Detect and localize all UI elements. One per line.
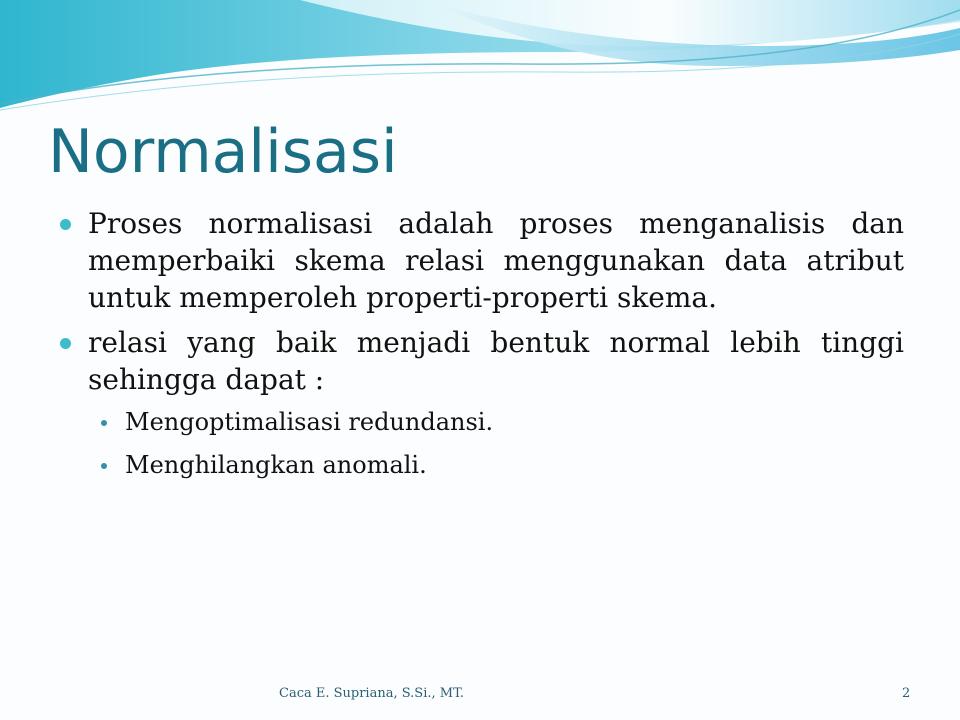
sub-bullet-item xyxy=(56,406,904,438)
footer-author: Caca E. Supriana, S.Si., MT. xyxy=(279,686,464,701)
bullet-item xyxy=(56,324,904,398)
sub-bullet-list xyxy=(56,406,904,481)
sub-bullet-text: Mengoptimalisasi redundansi. xyxy=(125,408,494,436)
slide-title: Normalisasi xyxy=(48,117,398,187)
bullet-text: Proses normalisasi adalah proses menganalisis dan memperbaiki skema relasi menggunakan data atribut untuk memperoleh properti-properti skema. xyxy=(88,207,904,314)
header-wave-decoration xyxy=(0,0,960,120)
bullet-item xyxy=(56,205,904,316)
sub-bullet-text: Menghilangkan anomali. xyxy=(125,451,427,479)
sub-bullet-dot-icon xyxy=(101,463,107,469)
slide-content xyxy=(56,205,904,492)
bullet-dot-icon xyxy=(60,219,71,230)
footer-page-number: 2 xyxy=(902,686,911,701)
bullet-text: relasi yang baik menjadi bentuk normal lebih tinggi sehingga dapat : xyxy=(88,326,904,396)
sub-bullet-dot-icon xyxy=(101,420,107,426)
sub-bullet-item xyxy=(56,449,904,481)
bullet-dot-icon xyxy=(60,338,71,349)
